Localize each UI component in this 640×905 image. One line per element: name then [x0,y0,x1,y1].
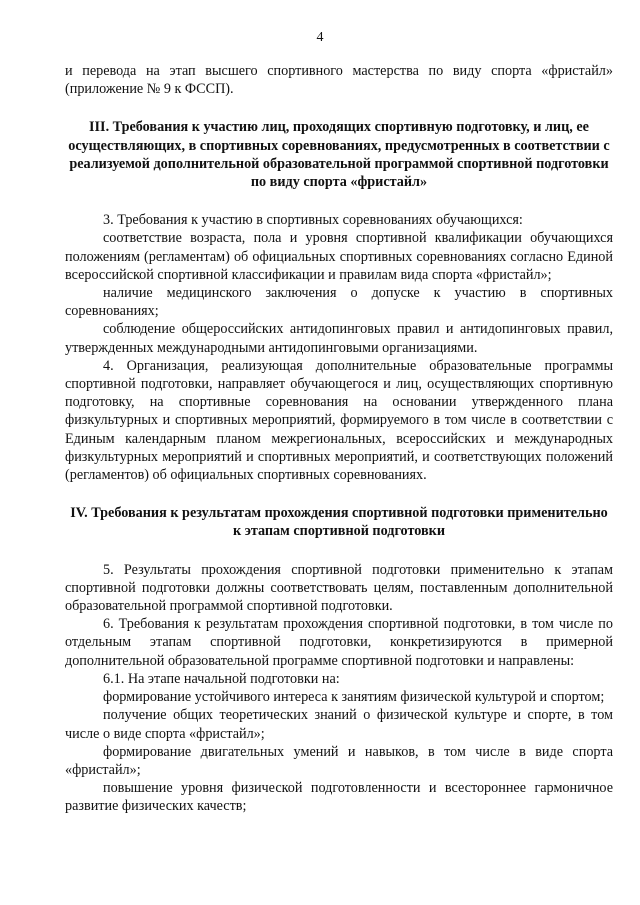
section-3-paragraph: соблюдение общероссийских антидопинговых правил и антидопинговых правил, утвержденных международными антидопинговыми организациями. [65,321,613,356]
page-number: 4 [316,30,324,45]
section-4-paragraph: повышение уровня физической подготовленности и всестороннее гармоничное развитие физических качеств; [65,780,613,815]
section-4-paragraph: 6.1. На этапе начальной подготовки на: [103,670,340,687]
section-4-paragraph: формирование устойчивого интереса к занятиям физической культурой и спортом; [103,689,605,706]
section-4-paragraph: 6. Требования к результатам прохождения спортивной подготовки, в том числе по отдельным этапам спортивной подготовки, конкретизируются в примерной дополнительной образовательной программе спортивной подготовки и направлены: [65,616,613,669]
section-3-paragraph: наличие медицинского заключения о допуске к участию в спортивных соревнованиях; [65,285,613,320]
intro-paragraph: и перевода на этап высшего спортивного мастерства по виду спорта «фристайл» (приложение № 9 к ФССП). [65,63,613,98]
section-4-paragraph: получение общих теоретических знаний о физической культуре и спорте, в том числе о виде спорта «фристайл»; [65,707,613,742]
section-3-title: III. Требования к участию лиц, проходящих спортивную подготовку, и лиц, ее осуществляющих, в спортивных соревнованиях, предусмотренных в соответствии с реализуемой дополнительной образовательной программой спортивной подготовки по виду спорта «фристайл» [68,119,610,191]
document-body [65,62,613,816]
section-4-paragraph: формирование двигательных умений и навыков, в том числе в виде спорта «фристайл»; [65,743,613,778]
section-4-paragraph: 5. Результаты прохождения спортивной подготовки применительно к этапам спортивной подготовки должны соответствовать целям, поставленным дополнительной образовательной программой спортивной подготовки. [65,561,613,615]
section-3-paragraph: 3. Требования к участию в спортивных соревнованиях обучающихся: [103,212,523,229]
section-4-title: IV. Требования к результатам прохождения спортивной подготовки применительно к этапам спортивной подготовки [70,505,608,540]
section-3-paragraph: 4. Организация, реализующая дополнительные образовательные программы спортивной подготовки, направляет обучающегося и лиц, осуществляющих спортивную подготовку, на спортивные соревнования на основании утвержденного плана физкультурных и спортивных мероприятий, формируемого в том числе в соответствии с Единым календарным планом межрегиональных, всероссийских и международных физкультурных мероприятий и спортивных мероприятий, и соответствующих положений (регламентов) об официальных спортивных соревнованиях. [65,357,613,484]
section-3-paragraph: соответствие возраста, пола и уровня спортивной квалификации обучающихся положениям (регламентам) об официальных спортивных соревнованиях согласно Единой всероссийской спортивной классификации и правилам вида спорта «фристайл»; [65,230,613,283]
